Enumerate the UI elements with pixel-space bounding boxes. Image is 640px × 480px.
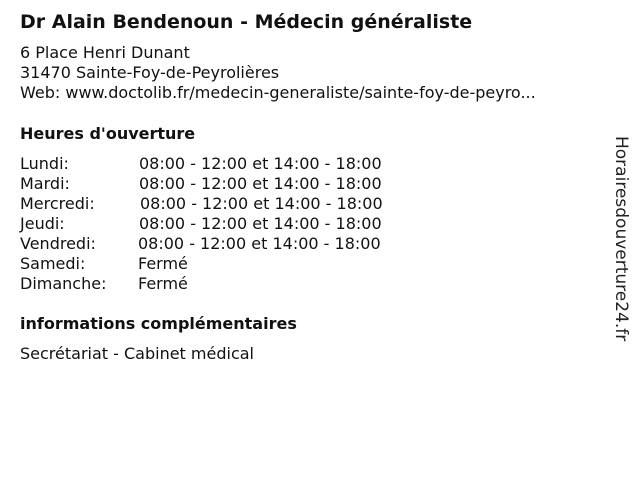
info-heading: informations complémentaires — [20, 314, 297, 333]
day-hours: 08:00 - 12:00 et 14:00 - 18:00 — [139, 214, 382, 233]
day-hours: 08:00 - 12:00 et 14:00 - 18:00 — [139, 174, 382, 193]
day-label: Mercredi: — [20, 194, 95, 213]
day-label: Dimanche: — [20, 274, 107, 293]
site-watermark: Horairesdouverture24.fr — [611, 136, 631, 342]
day-hours: 08:00 - 12:00 et 14:00 - 18:00 — [140, 194, 383, 213]
day-hours: 08:00 - 12:00 et 14:00 - 18:00 — [139, 154, 382, 173]
website-link[interactable]: Web: www.doctolib.fr/medecin-generaliste/sainte-foy-de-peyro... — [20, 83, 536, 102]
day-hours: Fermé — [138, 254, 188, 273]
day-label: Jeudi: — [20, 214, 65, 233]
day-label: Vendredi: — [20, 234, 96, 253]
day-label: Lundi: — [20, 154, 69, 173]
hours-heading: Heures d'ouverture — [20, 124, 196, 143]
info-text: Secrétariat - Cabinet médical — [20, 344, 254, 363]
day-hours: Fermé — [138, 274, 188, 293]
address-street: 6 Place Henri Dunant — [20, 43, 190, 62]
day-label: Samedi: — [20, 254, 86, 273]
day-label: Mardi: — [20, 174, 70, 193]
day-hours: 08:00 - 12:00 et 14:00 - 18:00 — [138, 234, 381, 253]
page-title: Dr Alain Bendenoun - Médecin généraliste — [20, 11, 473, 33]
address-block — [20, 43, 536, 103]
address-city: 31470 Sainte-Foy-de-Peyrolières — [20, 63, 280, 82]
